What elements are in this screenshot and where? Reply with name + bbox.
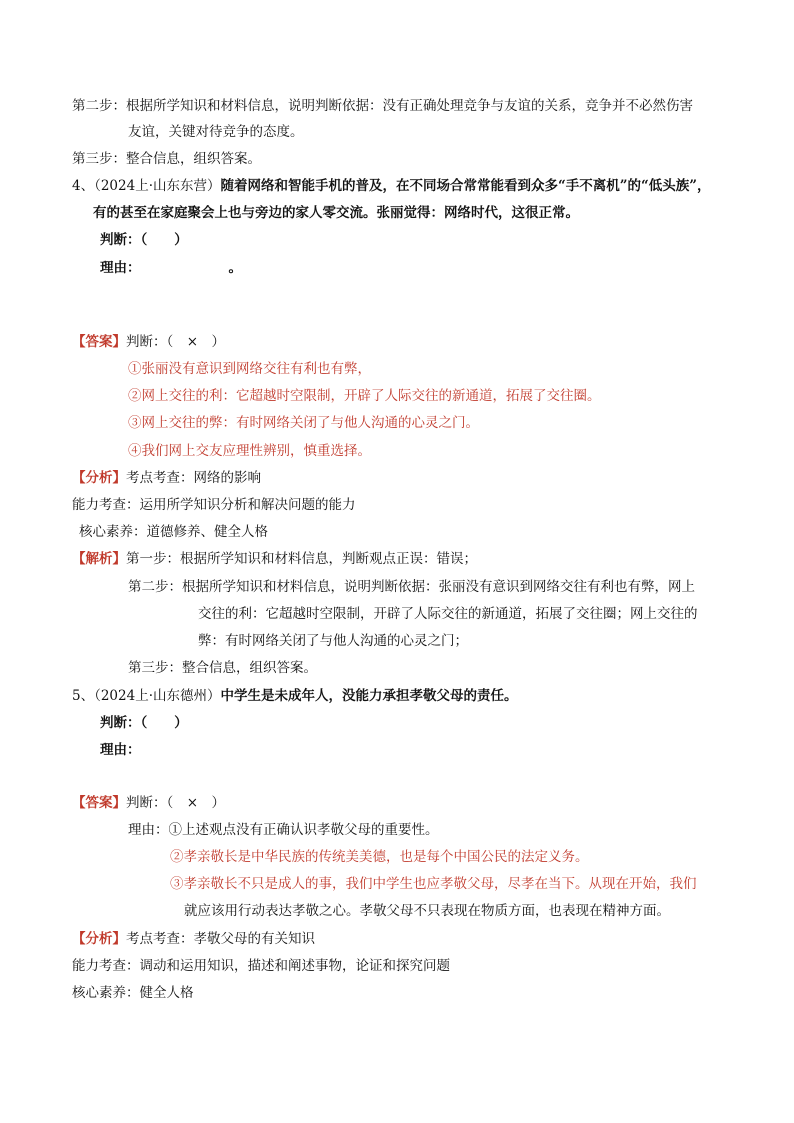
- q4-ability: 能力考查：运用所学知识分析和解决问题的能力: [72, 497, 356, 513]
- q4-answer-point-3: ③网上交往的弊：有时网络关闭了与他人沟通的心灵之门。: [128, 415, 479, 431]
- q4-judge-blank: 判断：（ ）: [100, 232, 188, 248]
- q3-step2-line1: 第二步：根据所学知识和材料信息，说明判断依据：没有正确处理竞争与友谊的关系，竞争并不必然伤害: [72, 98, 693, 114]
- q5-source: （2024上·山东德州）: [94, 688, 221, 704]
- q5-number: 5、: [72, 688, 95, 704]
- q5-reason-prefix: 理由：: [128, 822, 169, 838]
- q5-answer-judge: 判断：（ × ）: [126, 795, 226, 811]
- q4-stem-line1: [72, 177, 711, 195]
- q5-answer-point-3-line2: 就应该用行动表达孝敬之心。孝敬父母不只表现在物质方面，也表现在精神方面。: [184, 903, 670, 919]
- q4-step1: 第一步：根据所学知识和材料信息，判断观点正误：错误；: [126, 551, 477, 567]
- q4-step2-line2: 交往的利：它超越时空限制，开辟了人际交往的新通道，拓展了交往圈；网上交往的: [198, 606, 698, 622]
- q5-analysis-row: [72, 930, 315, 948]
- q4-answer-tag: 【答案】: [72, 334, 126, 350]
- q5-answer-point-2: ②孝亲敬长是中华民族的传统美美德，也是每个中国公民的法定义务。: [170, 849, 589, 865]
- q4-stem-line2: 有的甚至在家庭聚会上也与旁边的家人零交流。张丽觉得：网络时代，这很正常。: [93, 205, 579, 221]
- q5-stem: [72, 687, 518, 705]
- q4-answer-row: [72, 333, 225, 351]
- q4-answer-point-2: ②网上交往的利：它超越时空限制，开辟了人际交往的新通道，拓展了交往圈。: [128, 388, 601, 404]
- q5-answer-point-1: ①上述观点没有正确认识孝敬父母的重要性。: [168, 822, 439, 838]
- q4-reason-end: 。: [228, 260, 242, 276]
- q5-answer-tag: 【答案】: [72, 795, 126, 811]
- q4-explain-row: [72, 550, 477, 568]
- q4-number: 4、: [72, 178, 95, 194]
- q5-stem-text: 中学生是未成年人，没能力承担孝敬父母的责任。: [220, 688, 518, 704]
- q4-step2-line1: 第二步：根据所学知识和材料信息，说明判断依据：张丽没有意识到网络交往有利也有弊，网上: [128, 579, 695, 595]
- q4-source: （2024上·山东东营）: [94, 178, 221, 194]
- q4-reason-label: 理由：: [100, 260, 141, 276]
- q3-step3: 第三步：整合信息，组织答案。: [72, 151, 261, 167]
- q4-step2-line3: 弊：有时网络关闭了与他人沟通的心灵之门；: [198, 633, 468, 649]
- q5-literacy: 核心素养：健全人格: [72, 985, 194, 1001]
- q4-analysis-tag: 【分析】: [72, 470, 126, 486]
- q5-ability: 能力考查：调动和运用知识，描述和阐述事物，论证和探究问题: [72, 958, 450, 974]
- q3-step2-line2: 友谊，关键对待竞争的态度。: [128, 124, 304, 140]
- q4-stem-text1: 随着网络和智能手机的普及，在不同场合常常能看到众多“手不离机”的“低头族”，: [220, 178, 711, 194]
- q5-analysis-tag: 【分析】: [72, 931, 126, 947]
- q4-literacy: 核心素养：道德修养、健全人格: [79, 524, 268, 540]
- q5-reason-blank: 理由：: [100, 742, 141, 758]
- q4-reason-blank: [100, 259, 242, 277]
- q4-analysis-topic: 考点考查：网络的影响: [126, 470, 261, 486]
- q5-analysis-topic: 考点考查：孝敬父母的有关知识: [126, 931, 315, 947]
- q4-answer-point-4: ④我们网上交友应理性辨别，慎重选择。: [128, 443, 371, 459]
- q5-answer-row: [72, 794, 225, 812]
- q4-step3: 第三步：整合信息，组织答案。: [128, 660, 317, 676]
- q4-analysis-row: [72, 469, 261, 487]
- q5-answer-point-3-line1: ③孝亲敬长不只是成人的事，我们中学生也应孝敬父母，尽孝在当下。从现在开始，我们: [170, 876, 697, 892]
- q4-answer-point-1: ①张丽没有意识到网络交往有利也有弊，: [128, 361, 371, 377]
- q5-judge-blank: 判断：（ ）: [100, 715, 188, 731]
- q4-explain-tag: 【解析】: [72, 551, 126, 567]
- q4-answer-judge: 判断：（ × ）: [126, 334, 226, 350]
- q5-answer-point-1-row: [128, 821, 439, 839]
